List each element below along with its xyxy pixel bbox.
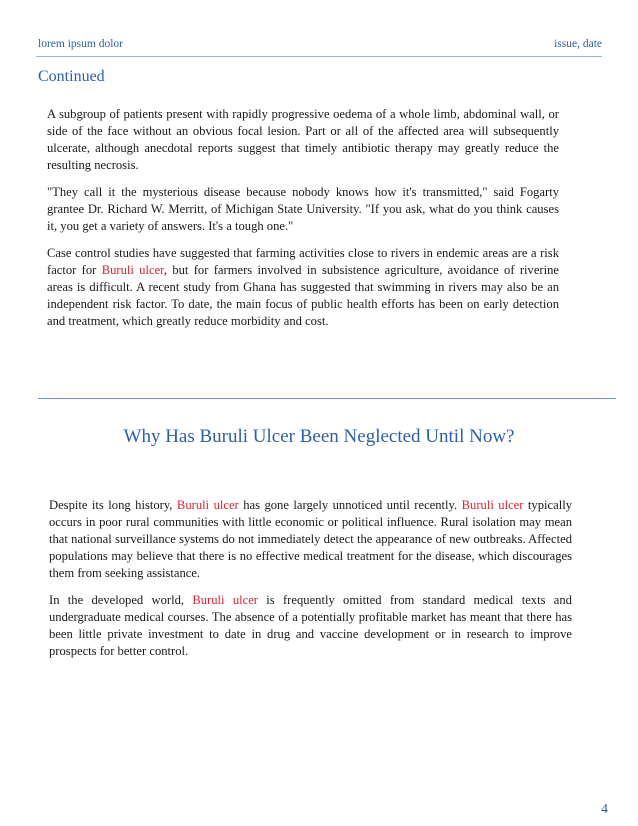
text-run: Case control studies have suggested that farming activities close to rivers in endemic areas are a risk factor for [47, 246, 559, 277]
header-right: issue, date [554, 38, 602, 50]
section1-paragraph-1: A subgroup of patients present with rapidly progressive oedema of a whole limb, abdominal wall, or side of the face without an obvious focal lesion. Part or all of the affected area will subsequently ulcerate, although anecdotal reports suggest that timely antibiotic therapy may greatly reduce the resulting necrosis. [47, 107, 559, 172]
highlight-term: Buruli ulcer [101, 263, 164, 277]
header-divider [36, 56, 602, 57]
section2-body [49, 497, 572, 670]
section2-paragraph-1 [49, 497, 572, 582]
section-divider [38, 398, 616, 399]
highlight-term: Buruli ulcer [461, 498, 524, 512]
text-run: In the developed world, [49, 593, 193, 607]
continued-heading: Continued [38, 68, 105, 85]
page-number: 4 [601, 802, 608, 817]
highlight-term: Buruli ulcer [176, 498, 239, 512]
text-run: Despite its long history, [49, 498, 177, 512]
section2-paragraph-2 [49, 592, 572, 660]
text-run: is frequently omitted from standard medical texts and undergraduate medical courses. The absence of a potentially profitable market has meant that there has been little private investment to date in drug and vaccine development or in research to improve prospects for better control. [49, 593, 572, 658]
section1-paragraph-3 [47, 245, 559, 330]
header-left: lorem ipsum dolor [38, 38, 123, 50]
section1-paragraph-2: "They call it the mysterious disease because nobody knows how it's transmitted," said Fogarty grantee Dr. Richard W. Merritt, of Michigan State University. "If you ask, what do you think causes it, you get a variety of answers. It's a tough one." [47, 185, 559, 233]
section2-title: Why Has Buruli Ulcer Been Neglected Until Now? [123, 426, 515, 447]
section1-body [47, 106, 559, 340]
text-run: , but for farmers involved in subsistence agriculture, avoidance of riverine areas is difficult. A recent study from Ghana has suggested that swimming in rivers may also be an independent risk factor. To date, the main focus of public health efforts has been on early detection and treatment, which greatly reduce morbidity and cost. [47, 263, 560, 328]
text-run: has gone largely unnoticed until recently. [238, 498, 462, 512]
highlight-term: Buruli ulcer [192, 593, 258, 607]
text-run: typically occurs in poor rural communities with little economic or political influence. Rural isolation may mean that national surveillance systems do not immediately detect the appearance of new outbreaks. Affected populations may believe that there is no effective medical treatment for the disease, which discourages them from seeking assistance. [49, 498, 572, 580]
